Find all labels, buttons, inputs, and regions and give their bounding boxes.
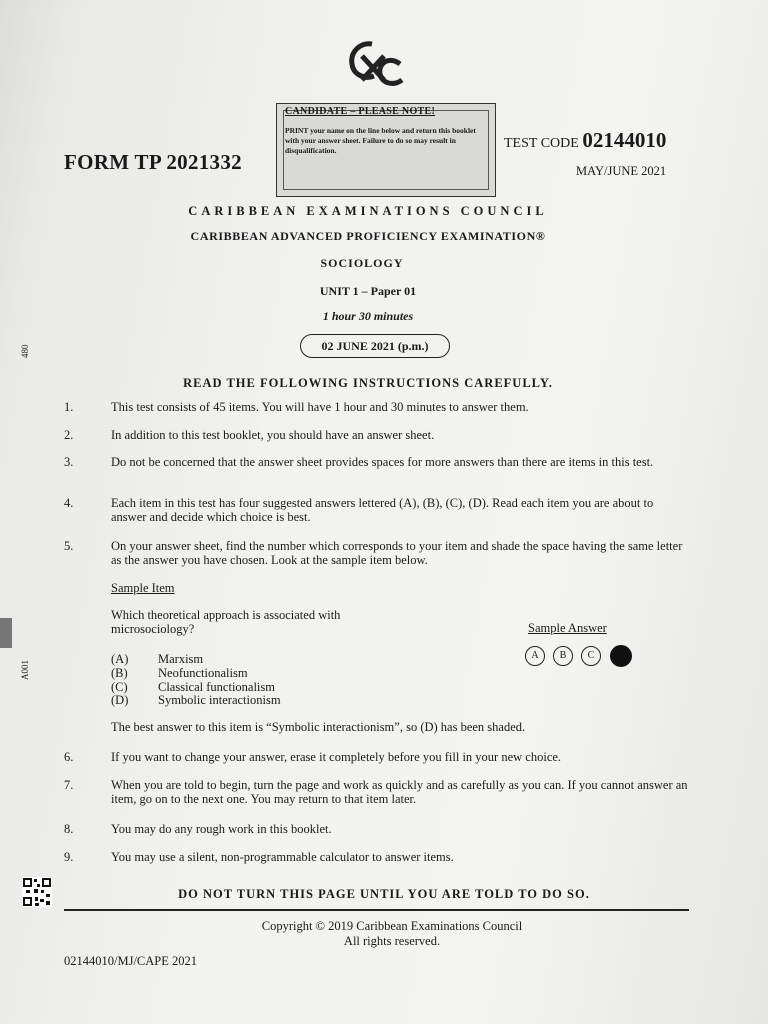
qr-code-icon <box>22 877 52 907</box>
instruction-number: 9. <box>64 850 74 864</box>
option-text: Classical functionalism <box>158 680 275 694</box>
margin-number: 480 <box>20 344 30 358</box>
option-text: Neofunctionalism <box>158 666 248 680</box>
exam-date: 02 JUNE 2021 (p.m.) <box>300 334 450 358</box>
instruction-number: 4. <box>64 496 74 510</box>
instruction-text: This test consists of 45 items. You will have 1 hour and 30 minutes to answer them. <box>111 400 529 414</box>
exam-session: MAY/JUNE 2021 <box>576 164 667 178</box>
instruction-number: 6. <box>64 750 74 764</box>
notice-body: PRINT your name on the line below and return this booklet with your answer sheet. Failure to do so may result in disqualification. <box>285 126 476 155</box>
margin-code: A001 <box>20 660 30 680</box>
instructions-heading: READ THE FOLLOWING INSTRUCTIONS CAREFULLY. <box>183 376 553 390</box>
unit-paper: UNIT 1 – Paper 01 <box>319 284 417 298</box>
instruction-text: When you are told to begin, turn the page and work as quickly and as carefully as you can. If you cannot answer an item, go on to the next one. You may return to that item later. <box>111 778 688 806</box>
instruction-text: If you want to change your answer, erase it completely before you fill in your new choice. <box>111 750 562 764</box>
subject-name: SOCIOLOGY <box>320 256 404 270</box>
instruction-number: 5. <box>64 539 74 553</box>
option-text: Symbolic interactionism <box>158 693 281 707</box>
answer-bubble-d-shaded <box>610 645 632 667</box>
instruction-text: You may do any rough work in this booklet. <box>111 822 332 836</box>
instruction-text: In addition to this test booklet, you should have an answer sheet. <box>111 428 435 442</box>
instruction-number: 1. <box>64 400 74 414</box>
answer-bubble-b: B <box>553 646 573 666</box>
option-letter: (A) <box>111 652 129 666</box>
option-letter: (D) <box>111 693 129 707</box>
test-code <box>504 128 666 153</box>
sample-item-title: Sample Item <box>111 581 175 595</box>
sample-explanation: The best answer to this item is “Symbolic interactionism”, so (D) has been shaded. <box>111 720 526 734</box>
rights-notice: All rights reserved. <box>343 934 441 948</box>
footer-paper-code: 02144010/MJ/CAPE 2021 <box>64 954 198 968</box>
margin-tab <box>0 618 12 648</box>
option-letter: (C) <box>111 680 128 694</box>
exam-duration: 1 hour 30 minutes <box>322 309 414 323</box>
answer-bubble-c: C <box>581 646 601 666</box>
sample-answer-label: Sample Answer <box>528 621 607 635</box>
option-text: Marxism <box>158 652 204 666</box>
test-code-label: TEST CODE <box>504 136 579 151</box>
test-code-value: 02144010 <box>582 128 667 152</box>
footer-divider <box>64 909 689 911</box>
instruction-text: Each item in this test has four suggested answers lettered (A), (B), (C), (D). Read each item you are about to answer and decide which choice is best. <box>111 496 654 524</box>
notice-title: CANDIDATE – PLEASE NOTE! <box>285 106 436 117</box>
exam-name: CARIBBEAN ADVANCED PROFICIENCY EXAMINATION® <box>190 229 546 243</box>
answer-bubble-a: A <box>525 646 545 666</box>
form-code: FORM TP 2021332 <box>64 150 242 174</box>
instruction-number: 8. <box>64 822 74 836</box>
council-name: CARIBBEAN EXAMINATIONS COUNCIL <box>188 204 548 218</box>
instruction-text: On your answer sheet, find the number which corresponds to your item and shade the space having the same letter as the answer you have chosen. Look at the sample item below. <box>111 539 683 567</box>
instruction-number: 7. <box>64 778 74 792</box>
cxc-logo <box>338 40 408 90</box>
instruction-number: 2. <box>64 428 74 442</box>
instruction-text: You may use a silent, non-programmable calculator to answer items. <box>111 850 454 864</box>
do-not-turn-warning: DO NOT TURN THIS PAGE UNTIL YOU ARE TOLD TO DO SO. <box>178 887 590 901</box>
copyright-notice: Copyright © 2019 Caribbean Examinations Council <box>261 919 523 933</box>
instruction-text: Do not be concerned that the answer sheet provides spaces for more answers than there are items in this test. <box>111 455 654 469</box>
sample-question: Which theoretical approach is associated with microsociology? <box>111 608 341 636</box>
candidate-notice <box>276 103 496 197</box>
instruction-number: 3. <box>64 455 74 469</box>
option-letter: (B) <box>111 666 128 680</box>
